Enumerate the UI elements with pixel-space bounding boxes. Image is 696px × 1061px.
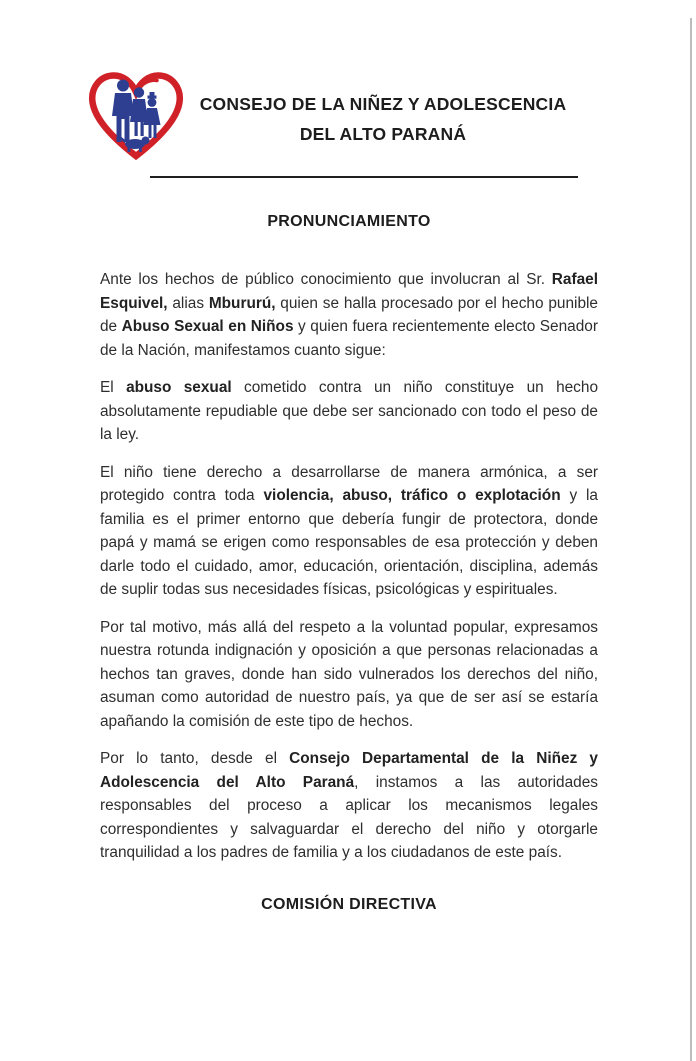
family-heart-logo-graphic (84, 64, 188, 164)
emphasized-text: Rafael Esquivel, (100, 271, 598, 312)
body-text: alias (167, 294, 209, 312)
organization-name (186, 89, 580, 149)
paragraph (100, 376, 598, 447)
document-body (100, 268, 598, 916)
body-text: El (100, 379, 127, 396)
paragraph (100, 616, 598, 734)
body-text: quien se halla procesado por el hecho punible de (100, 294, 598, 335)
body-text: El niño tiene derecho a desarrollarse de manera armónica, a ser protegido contra toda (100, 463, 598, 504)
paragraph (100, 747, 598, 865)
emphasized-text: violencia, abuso, tráfico o explotación (263, 487, 561, 504)
emphasized-text: abuso sexual (126, 379, 232, 396)
body-text: Ante los hechos de público conocimiento que involucran al Sr. (100, 271, 552, 288)
body-text: Por tal motivo, más allá del respeto a la voluntad popular, expresamos nuestra rotunda indignación y oposición a que personas relacionadas a hechos tan graves, donde han sido vulnerados los derechos del niño, asuman como autoridad de nuestro país, ya que de ser así se estaría apañando la comisión de este tipo de hechos. (100, 618, 598, 730)
paragraph (100, 268, 598, 362)
closing-signature: COMISIÓN DIRECTIVA (261, 895, 437, 913)
emphasized-text: Consejo Departamental de la Niñez y Adolescencia del Alto Paraná (100, 750, 598, 791)
emphasized-text: Mbururú, (208, 294, 276, 312)
document-title: PRONUNCIAMIENTO (267, 213, 431, 230)
paragraph (100, 461, 598, 602)
emphasized-text: Abuso Sexual en Niños (121, 318, 294, 335)
body-text: y quien fuera recientemente electo Senador de la Nación, manifestamos cuanto sigue: (100, 318, 598, 359)
family-heart-logo (84, 64, 188, 164)
scan-edge-artifact (690, 18, 692, 1061)
header-divider-line (150, 176, 578, 178)
body-text: Por lo tanto, desde el (100, 750, 290, 767)
body-text: y la familia es el primer entorno que debería fungir de protectora, donde papá y mamá se erigen como responsables de esa protección y deben darle todo el cuidado, amor, educación, orientación, disciplina, además de suplir todas sus necesidades físicas, psicológicas y espirituales. (100, 487, 598, 598)
body-text: cometido contra un niño constituye un hecho absolutamente repudiable que debe ser sancionado con todo el peso de la ley. (100, 379, 599, 443)
organization-name-line1: CONSEJO DE LA NIÑEZ Y ADOLESCENCIA (199, 94, 567, 114)
body-text: , instamos a las autoridades responsables del proceso a aplicar los mecanismos legales correspondientes y salvaguardar el derecho del niño y otorgarle tranquilidad a los padres de familia y a los ciudadanos de este país. (100, 773, 598, 861)
organization-name-line2: DEL ALTO PARANÁ (299, 124, 467, 144)
